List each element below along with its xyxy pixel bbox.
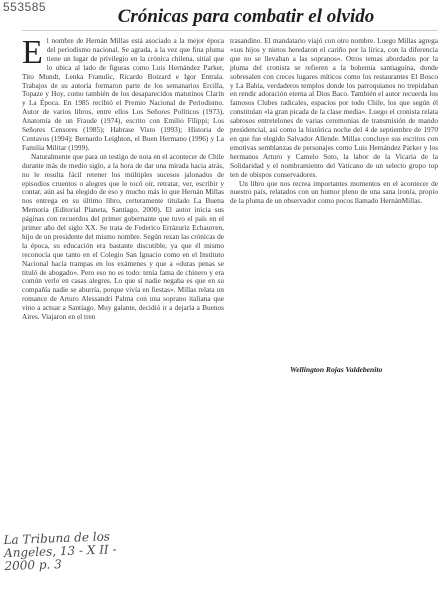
- divider: [22, 30, 438, 31]
- author-signature: Wellington Rojas Valdebenito: [290, 365, 383, 374]
- handwritten-source-note: La Tribuna de los Angeles, 13 - X II - 2000 p. 3: [3, 529, 117, 574]
- article-title: Crónicas para combatir el olvido: [117, 6, 375, 27]
- article-paragraph-3: trasandino. El mandatario viajó con otro nombre. Luego Millas agrega «sus hijos y nietos heredaron el cariño por la lírica, con la diferencia que no se llevaban a las sopranos». Otros temas abordados por la pluma del cronista se refieren a la bohemia santiaguina, donde sobresalen con creces lugares míticos como los restaurantes El Bosco y La Bahía, verdaderos templos donde los parroquianos no trepidaban en rendir adoración eterna al Dios Baco. También el autor recuerda los famosos Clubes radicales, espacios por todo Chile, los que según él constituían «la gran picada de la clase media». Luego el cronista relata sabrosos entretelones de varias ceremonias de transmisión de mando presidencial, así como la histórica noche del 4 de septiembre de 1970 en que fue elegido Salvador Allende. Millas concluye sus escritos con emotivas semblanzas de personajes como Luis Hernández Parker y los hermanos Arturo y Camelo Soto, la labor de la Vicaría de la Solidaridad y el nombramiento del Vaticano de un selecto grupo top ten de obispos conservadores.: [230, 37, 438, 179]
- article-paragraph-2: Naturalmente que para un testigo de nota en el acontecer de Chile durante más de medio siglo, a la hora de dar una mirada hacia atrás, no le resulta fácil retener los múltiples sucesos jalonados de episodios cruentos o alegres que le tocó oír, retratar, ver, escribir y contar, aún así ha elegido de eso y mucho más lo que Hernán Millas nos entrega en su último libro, certeramente titulado La Buena Memoria (Editorial Planeta, Santiago, 2000). El autor inicia sus páginas con recuerdos del primer gobernante que tuvo el país en el primer año del siglo XX. Se trata de Federico Errázuriz Echaurren, hijo de un presidente del mismo nombre. Según rezan las crónicas de la época, su educación era bastante discutible, ya que él mismo reconocía que tanto en el Colegio San Ignacio como en el Instituto Nacional hacía trampas en los exámenes y que a «duras penas se tituló de abogado». Pero eso no es todo: tenía fama de chinero y era común verlo en casas alegres. Lo que sí nadie negaba es que en su compañía nadie se aburría, porque vivía en fiestas». Millas relata un romance de Arturo Alessandri Palma con una soprano italiana que vino a actuar a Santiago. Muy galante, decidió ir a dejarla a Buenos Aires. Viajaron en el tren: [22, 151, 224, 322]
- article-paragraph-4: Un libro que nos recrea importantes momentos en el acontecer de nuestro país, relatados con un humor pleno de una sana ironía, propio de la pluma de un observador como pocos llamado HernánMillas.: [230, 178, 438, 206]
- dropcap: E: [22, 37, 43, 71]
- clipping-reference-number: 553585: [3, 0, 47, 14]
- article-paragraph-1: El nombre de Hernán Millas está asociado a la mejor época del periodismo nacional. Se agrada, a la vez que fina pluma tiene un lugar de privilegio en la crónica chilena, sitial que lo ubica al lado de figuras como Luis Hernández Parker, Tito Mundt, Lenka Franulic, Ricardo Boizard e Igor Entrala. Trabajos de su autoría formaron parte de los semanarios Ercilla, Topaze y Hoy, como también de los desaparecidos matutinos Clarín y La Época. En 1985 recibió el Premio Nacional de Periodismo. Autor de varios libros, entre ellos Los Señores Políticos (1973), Anatomía de un Fraude (1974), escrito con Emilio Filippi; Los Señores Censores (1985); Habrase Visto (1993); Historia de Centavos (1994); Bernardo Leighton, el Buen Hermano (1996) y La Familia Militar (1999).: [22, 37, 224, 152]
- article-column-left: [22, 37, 224, 429]
- article-column-right: [230, 37, 438, 367]
